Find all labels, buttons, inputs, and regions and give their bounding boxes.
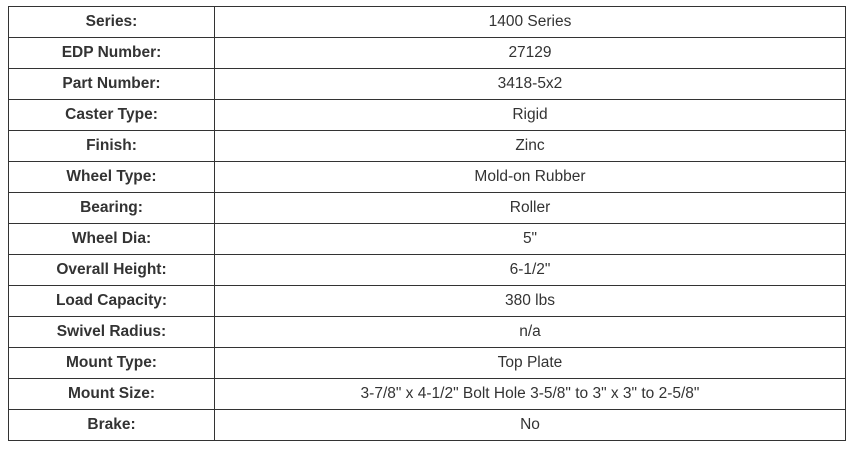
spec-label: EDP Number:	[9, 38, 215, 69]
spec-value: 5"	[215, 224, 846, 255]
spec-row-mount-type	[9, 348, 846, 379]
spec-row-brake	[9, 410, 846, 441]
spec-row-overall-height	[9, 255, 846, 286]
spec-row-series	[9, 7, 846, 38]
spec-value: 3418-5x2	[215, 69, 846, 100]
spec-value: Zinc	[215, 131, 846, 162]
spec-row-bearing	[9, 193, 846, 224]
spec-label: Wheel Dia:	[9, 224, 215, 255]
spec-value: No	[215, 410, 846, 441]
spec-row-part-number	[9, 69, 846, 100]
spec-row-swivel-radius	[9, 317, 846, 348]
spec-row-wheel-dia	[9, 224, 846, 255]
specifications-table	[8, 6, 846, 441]
spec-value: 27129	[215, 38, 846, 69]
spec-value: Rigid	[215, 100, 846, 131]
spec-label: Finish:	[9, 131, 215, 162]
spec-value: 6-1/2"	[215, 255, 846, 286]
spec-label: Part Number:	[9, 69, 215, 100]
spec-value: n/a	[215, 317, 846, 348]
spec-label: Mount Type:	[9, 348, 215, 379]
spec-value: Roller	[215, 193, 846, 224]
spec-row-wheel-type	[9, 162, 846, 193]
spec-label: Brake:	[9, 410, 215, 441]
spec-value: 3-7/8" x 4-1/2" Bolt Hole 3-5/8" to 3" x 3" to 2-5/8"	[215, 379, 846, 410]
spec-value: 380 lbs	[215, 286, 846, 317]
spec-label: Wheel Type:	[9, 162, 215, 193]
spec-label: Series:	[9, 7, 215, 38]
spec-value: Top Plate	[215, 348, 846, 379]
spec-label: Overall Height:	[9, 255, 215, 286]
spec-label: Mount Size:	[9, 379, 215, 410]
spec-label: Load Capacity:	[9, 286, 215, 317]
spec-row-edp-number	[9, 38, 846, 69]
spec-label: Bearing:	[9, 193, 215, 224]
spec-label: Swivel Radius:	[9, 317, 215, 348]
spec-value: 1400 Series	[215, 7, 846, 38]
spec-row-finish	[9, 131, 846, 162]
spec-row-mount-size	[9, 379, 846, 410]
spec-label: Caster Type:	[9, 100, 215, 131]
spec-row-load-capacity	[9, 286, 846, 317]
spec-value: Mold-on Rubber	[215, 162, 846, 193]
spec-row-caster-type	[9, 100, 846, 131]
